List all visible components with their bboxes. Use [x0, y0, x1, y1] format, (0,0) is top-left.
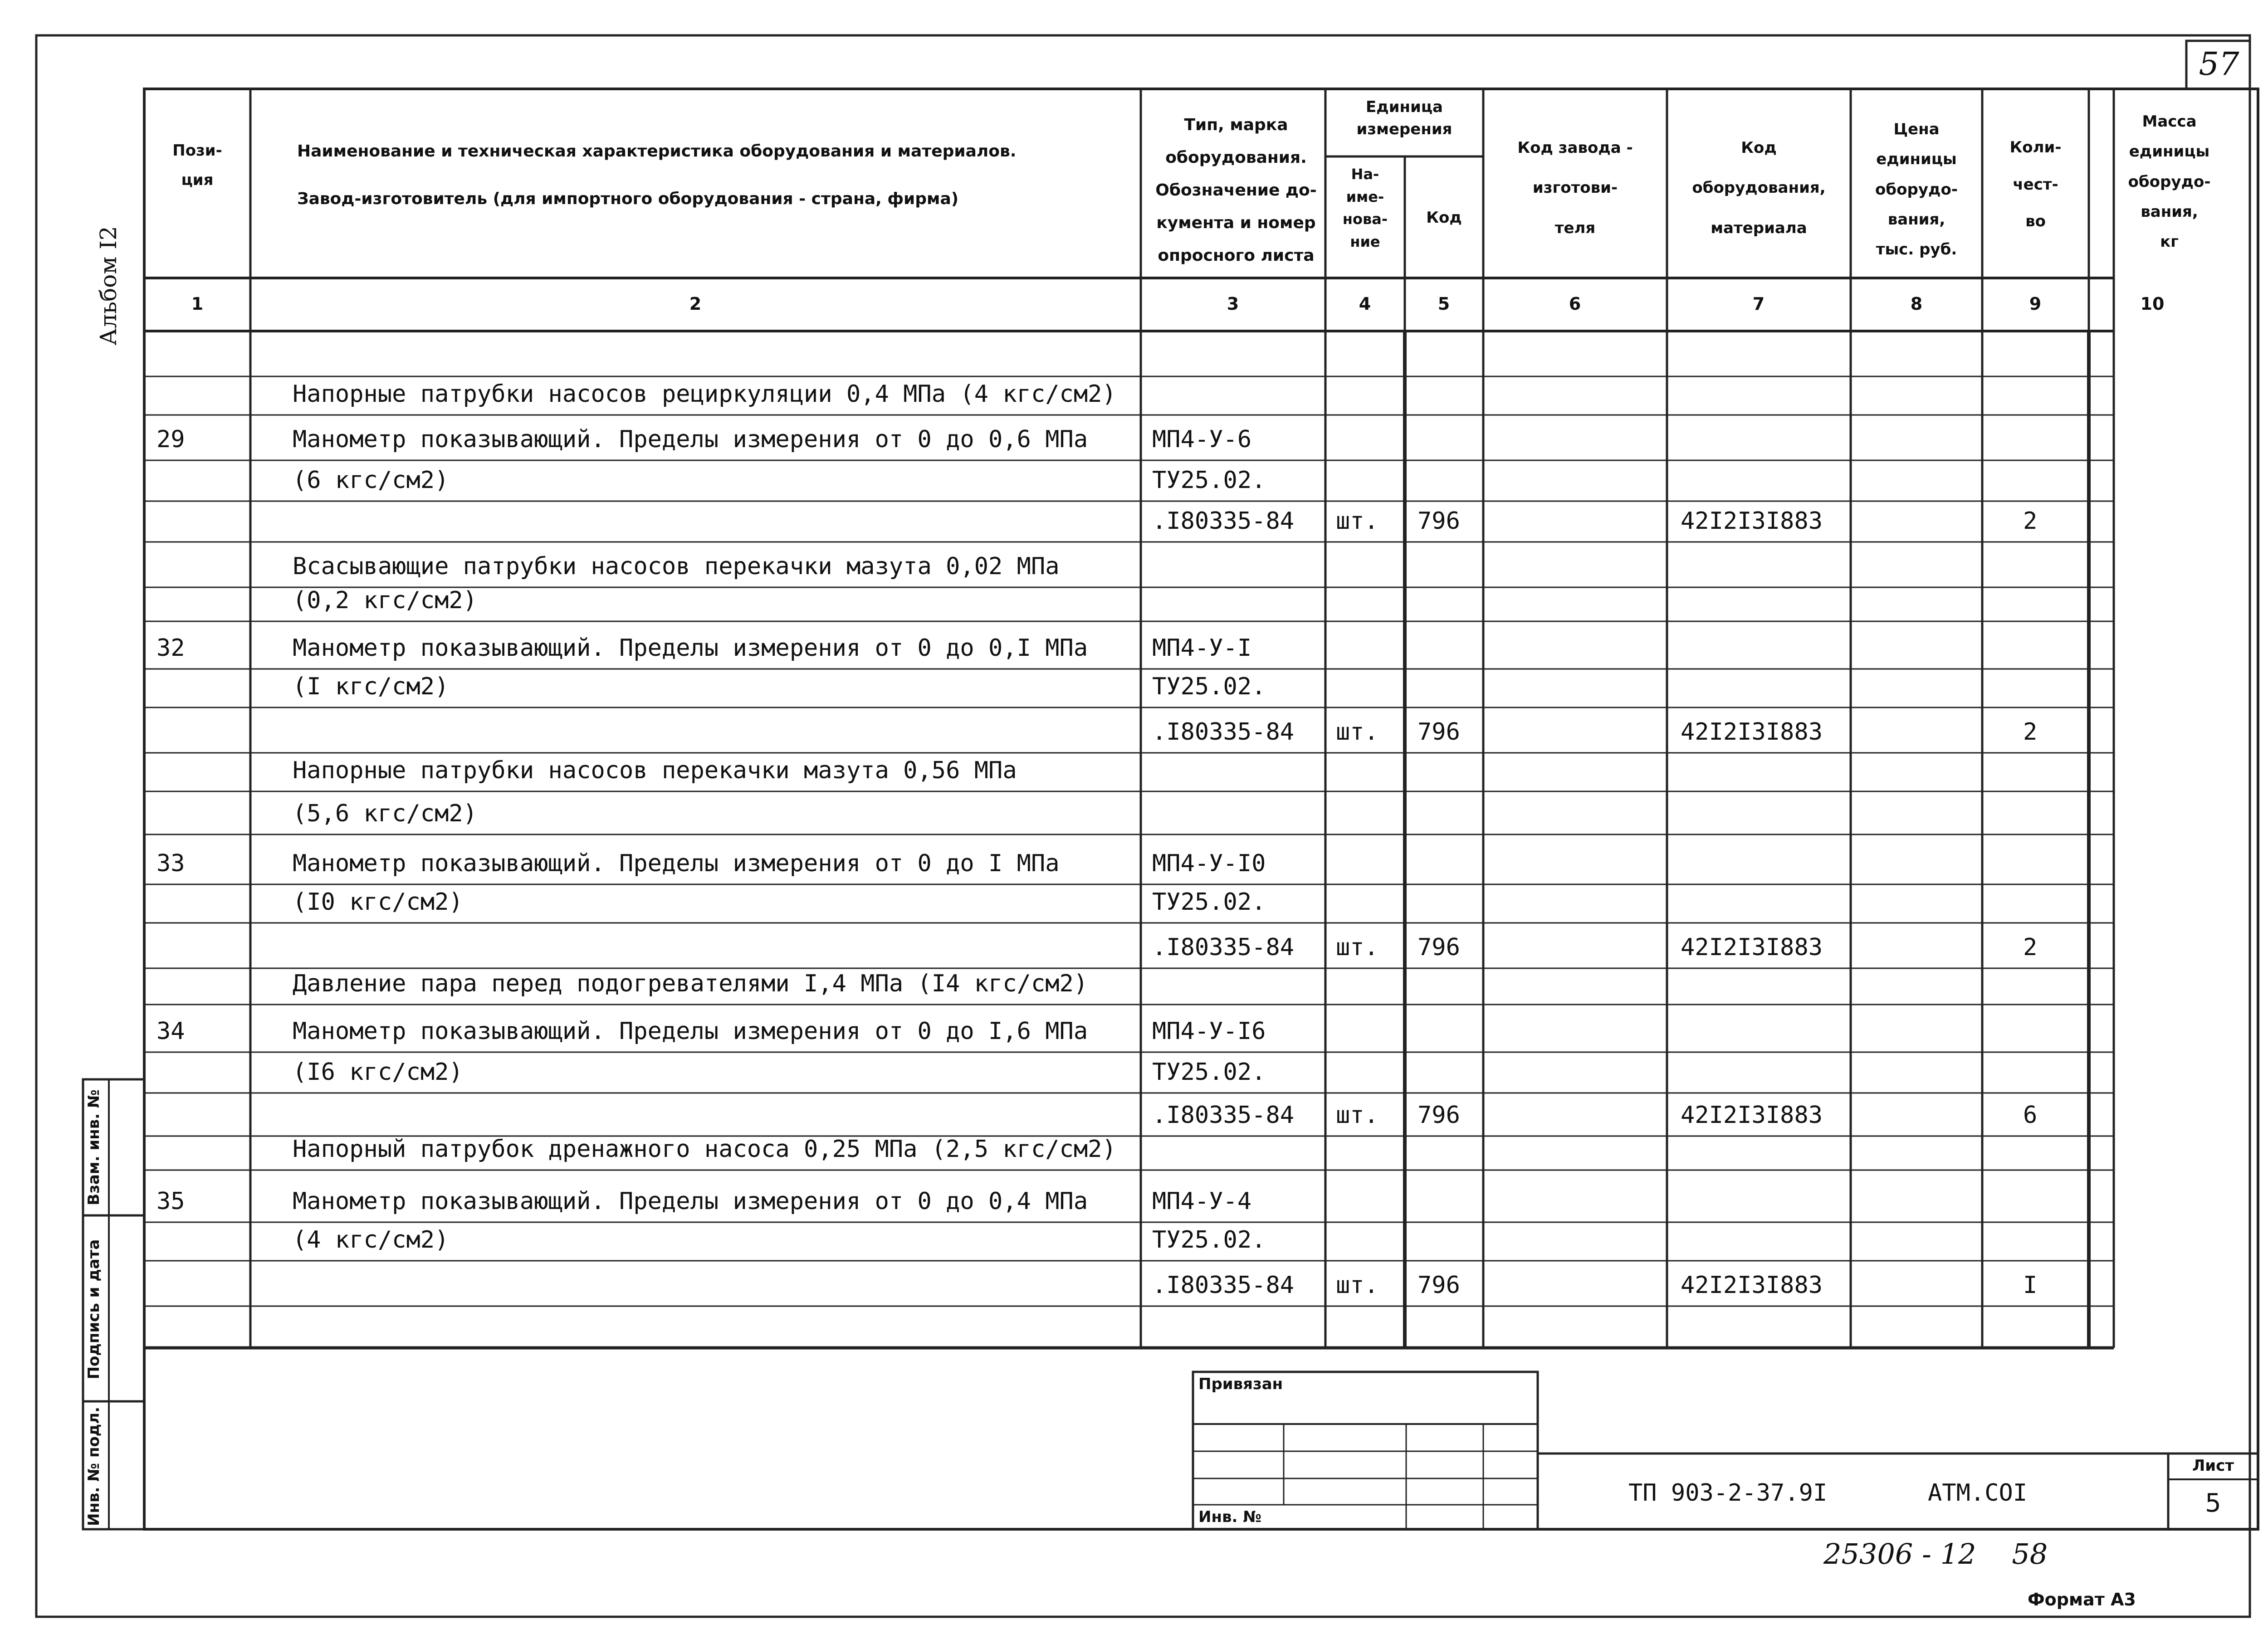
cell-qty: 2 — [2023, 934, 2038, 961]
cell-type: МП4-У-6 — [1152, 426, 1252, 453]
cell-type: .I80335-84 — [1152, 934, 1295, 961]
cell-name: (0,2 кгс/см2) — [293, 587, 477, 614]
sheet-number: 5 — [2205, 1488, 2221, 1518]
cell-code7: 42I2I3I883 — [1681, 1272, 1823, 1299]
cell-name: Напорные патрубки насосов рециркуляции 0,4 МПа (4 кгс/см2) — [293, 380, 1116, 408]
column-number: 7 — [1752, 294, 1765, 314]
cell-type: МП4-У-4 — [1152, 1188, 1252, 1215]
column-number: 10 — [2140, 294, 2165, 314]
header-position: Пози- ция — [172, 141, 222, 189]
cell-pos: 32 — [156, 634, 185, 662]
cell-unit: шт. — [1336, 1272, 1378, 1299]
cell-type: ТУ25.02. — [1152, 673, 1266, 700]
header-unit-code: Код — [1426, 209, 1462, 227]
header-equipment-code: Код оборудования, материала — [1692, 139, 1826, 237]
cell-type: .I80335-84 — [1152, 507, 1295, 535]
cell-name: Манометр показывающий. Пределы измерения от 0 до 0,4 МПа — [293, 1188, 1088, 1215]
cell-pos: 35 — [156, 1188, 185, 1215]
inv-no-label: Инв. № — [1198, 1508, 1262, 1526]
sheet-label: Лист — [2192, 1457, 2234, 1475]
cell-type: ТУ25.02. — [1152, 888, 1266, 916]
header-unit: Единица измерения — [1356, 98, 1452, 139]
column-number: 4 — [1359, 294, 1371, 314]
column-number: 9 — [2029, 294, 2042, 314]
cell-pos: 29 — [156, 426, 185, 453]
cell-name: (I6 кгс/см2) — [293, 1058, 463, 1086]
stamp-podpis: Подпись и дата — [85, 1239, 103, 1380]
cell-name: (5,6 кгс/см2) — [293, 800, 477, 827]
cell-name: Манометр показывающий. Пределы измерения от 0 до I,6 МПа — [293, 1018, 1088, 1045]
cell-type: .I80335-84 — [1152, 718, 1295, 746]
cell-name: (4 кгс/см2) — [293, 1226, 449, 1254]
cell-code: 796 — [1418, 507, 1460, 535]
cell-name: Манометр показывающий. Пределы измерения от 0 до 0,6 МПа — [293, 426, 1088, 453]
cell-unit: шт. — [1336, 507, 1378, 535]
page-number: 57 — [2199, 45, 2239, 83]
document-mark: АТМ.СОI — [1928, 1479, 2028, 1507]
cell-type: МП4-У-I — [1152, 634, 1252, 662]
header-factory-code: Код завода - изготови- теля — [1517, 139, 1633, 237]
cell-code: 796 — [1418, 718, 1460, 746]
column-number: 2 — [689, 294, 702, 314]
cell-type: ТУ25.02. — [1152, 1226, 1266, 1254]
cell-code: 796 — [1418, 934, 1460, 961]
column-number: 3 — [1227, 294, 1239, 314]
album-label — [95, 190, 122, 381]
header-type: Тип, марка оборудования. Обозначение до- кумента и номер опросного листа — [1155, 116, 1317, 265]
cell-name: (I кгс/см2) — [293, 673, 449, 700]
privyazan-label: Привязан — [1198, 1375, 1283, 1393]
cell-unit: шт. — [1336, 718, 1378, 746]
cell-qty: 2 — [2023, 507, 2038, 535]
cell-code7: 42I2I3I883 — [1681, 1102, 1823, 1129]
cell-name: Давление пара перед подогревателями I,4 МПа (I4 кгс/см2) — [293, 970, 1088, 997]
header-mass: Масса единицы оборудо- вания, кг — [2128, 112, 2211, 251]
stamp-inv: Инв. № подл. — [85, 1406, 103, 1526]
stamp-vzam: Взам. инв. № — [85, 1089, 103, 1205]
cell-type: .I80335-84 — [1152, 1102, 1295, 1129]
column-number: 6 — [1569, 294, 1581, 314]
handwritten-number: 25306 - 12 58 — [1823, 1537, 2048, 1571]
cell-pos: 34 — [156, 1018, 185, 1045]
cell-code: 796 — [1418, 1102, 1460, 1129]
cell-name: Напорный патрубок дренажного насоса 0,25 МПа (2,5 кгс/см2) — [293, 1136, 1116, 1163]
cell-type: ТУ25.02. — [1152, 1058, 1266, 1086]
cell-name: Манометр показывающий. Пределы измерения от 0 до 0,I МПа — [293, 634, 1088, 662]
column-number: 1 — [191, 294, 204, 314]
header-unit-name: На- име- нова- ние — [1342, 166, 1388, 250]
cell-name: Всасывающие патрубки насосов перекачки мазута 0,02 МПа — [293, 553, 1060, 580]
cell-name: Манометр показывающий. Пределы измерения от 0 до I МПа — [293, 850, 1060, 877]
cell-qty: 2 — [2023, 718, 2038, 746]
header-quantity: Коли- чест- во — [2009, 138, 2062, 231]
format-label: Формат А3 — [2028, 1590, 2136, 1610]
header-name-line1: Наименование и техническая характеристика оборудования и материалов. — [297, 142, 1017, 161]
cell-name: (6 кгс/см2) — [293, 467, 449, 494]
cell-code7: 42I2I3I883 — [1681, 718, 1823, 746]
cell-qty: 6 — [2023, 1102, 2038, 1129]
cell-qty: I — [2023, 1272, 2038, 1299]
column-number: 5 — [1437, 294, 1450, 314]
cell-code: 796 — [1418, 1272, 1460, 1299]
column-number: 8 — [1910, 294, 1923, 314]
cell-code7: 42I2I3I883 — [1681, 934, 1823, 961]
cell-unit: шт. — [1336, 934, 1378, 961]
cell-name: (I0 кгс/см2) — [293, 888, 463, 916]
header-name-line2: Завод-изготовитель (для импортного оборудования - страна, фирма) — [297, 190, 959, 208]
cell-type: МП4-У-I6 — [1152, 1018, 1266, 1045]
cell-code7: 42I2I3I883 — [1681, 507, 1823, 535]
cell-type: МП4-У-I0 — [1152, 850, 1266, 877]
cell-unit: шт. — [1336, 1102, 1378, 1129]
cell-type: .I80335-84 — [1152, 1272, 1295, 1299]
document-code: ТП 903-2-37.9I — [1628, 1479, 1828, 1507]
cell-type: ТУ25.02. — [1152, 467, 1266, 494]
header-price: Цена единицы оборудо- вания, тыс. руб. — [1875, 120, 1958, 259]
album-text: Альбом I2 — [95, 226, 122, 346]
cell-name: Напорные патрубки насосов перекачки мазута 0,56 МПа — [293, 757, 1017, 784]
cell-pos: 33 — [156, 850, 185, 877]
